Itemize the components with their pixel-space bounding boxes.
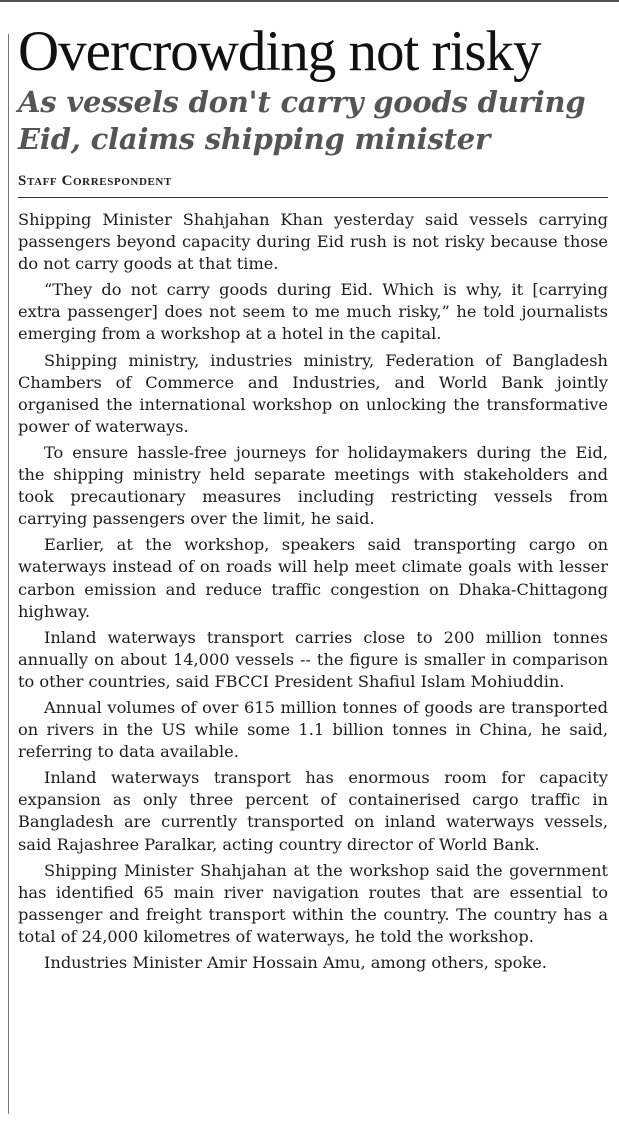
paragraph: Shipping ministry, industries ministry, Federation of Bangladesh Chambers of Commerce and Industries, and World Bank jointly organised the international workshop on unlocking the transformative power of waterways.	[18, 350, 608, 436]
article-body	[18, 209, 608, 974]
top-rule	[0, 0, 619, 2]
paragraph: Shipping Minister Shahjahan Khan yesterday said vessels carrying passengers beyond capacity during Eid rush is not risky because those do not carry goods at that time.	[18, 210, 608, 274]
byline-divider	[18, 197, 608, 198]
byline: Staff Correspondent	[18, 173, 172, 189]
column-rule	[8, 34, 9, 1114]
paragraph: Earlier, at the workshop, speakers said transporting cargo on waterways instead of on roads will help meet climate goals with lesser carbon emission and reduce traffic congestion on Dhaka-Chittagong highway.	[18, 535, 608, 621]
paragraph: “They do not carry goods during Eid. Which is why, it [carrying extra passenger] does not seem to me much risky,” he told journalists emerging from a workshop at a hotel in the capital.	[18, 280, 608, 344]
paragraph: Industries Minister Amir Hossain Amu, among others, spoke.	[44, 953, 547, 972]
news-article	[18, 22, 614, 978]
paragraph: Inland waterways transport carries close to 200 million tonnes annually on about 14,000 vessels -- the figure is smaller in comparison to other countries, said FBCCI President Shafiul Islam Mohiuddin.	[18, 627, 608, 691]
paragraph: Shipping Minister Shahjahan at the workshop said the government has identified 65 main river navigation routes that are essential to passenger and freight transport within the country. The country has a total of 24,000 kilometres of waterways, he told the workshop.	[18, 860, 608, 946]
paragraph: Annual volumes of over 615 million tonnes of goods are transported on rivers in the US while some 1.1 billion tonnes in China, he said, referring to data available.	[18, 697, 608, 762]
subheadline: As vessels don't carry goods during Eid, claims shipping minister	[18, 85, 586, 156]
paragraph: To ensure hassle-free journeys for holidaymakers during the Eid, the shipping ministry held separate meetings with stakeholders and took precautionary measures including restricting vessels from carrying passengers over the limit, he said.	[18, 442, 608, 529]
headline: Overcrowding not risky	[18, 20, 541, 83]
paragraph: Inland waterways transport has enormous room for capacity expansion as only three percent of containerised cargo traffic in Bangladesh are currently transported on inland waterways vessels, said Rajashree Paralkar, acting country director of World Bank.	[18, 768, 608, 854]
